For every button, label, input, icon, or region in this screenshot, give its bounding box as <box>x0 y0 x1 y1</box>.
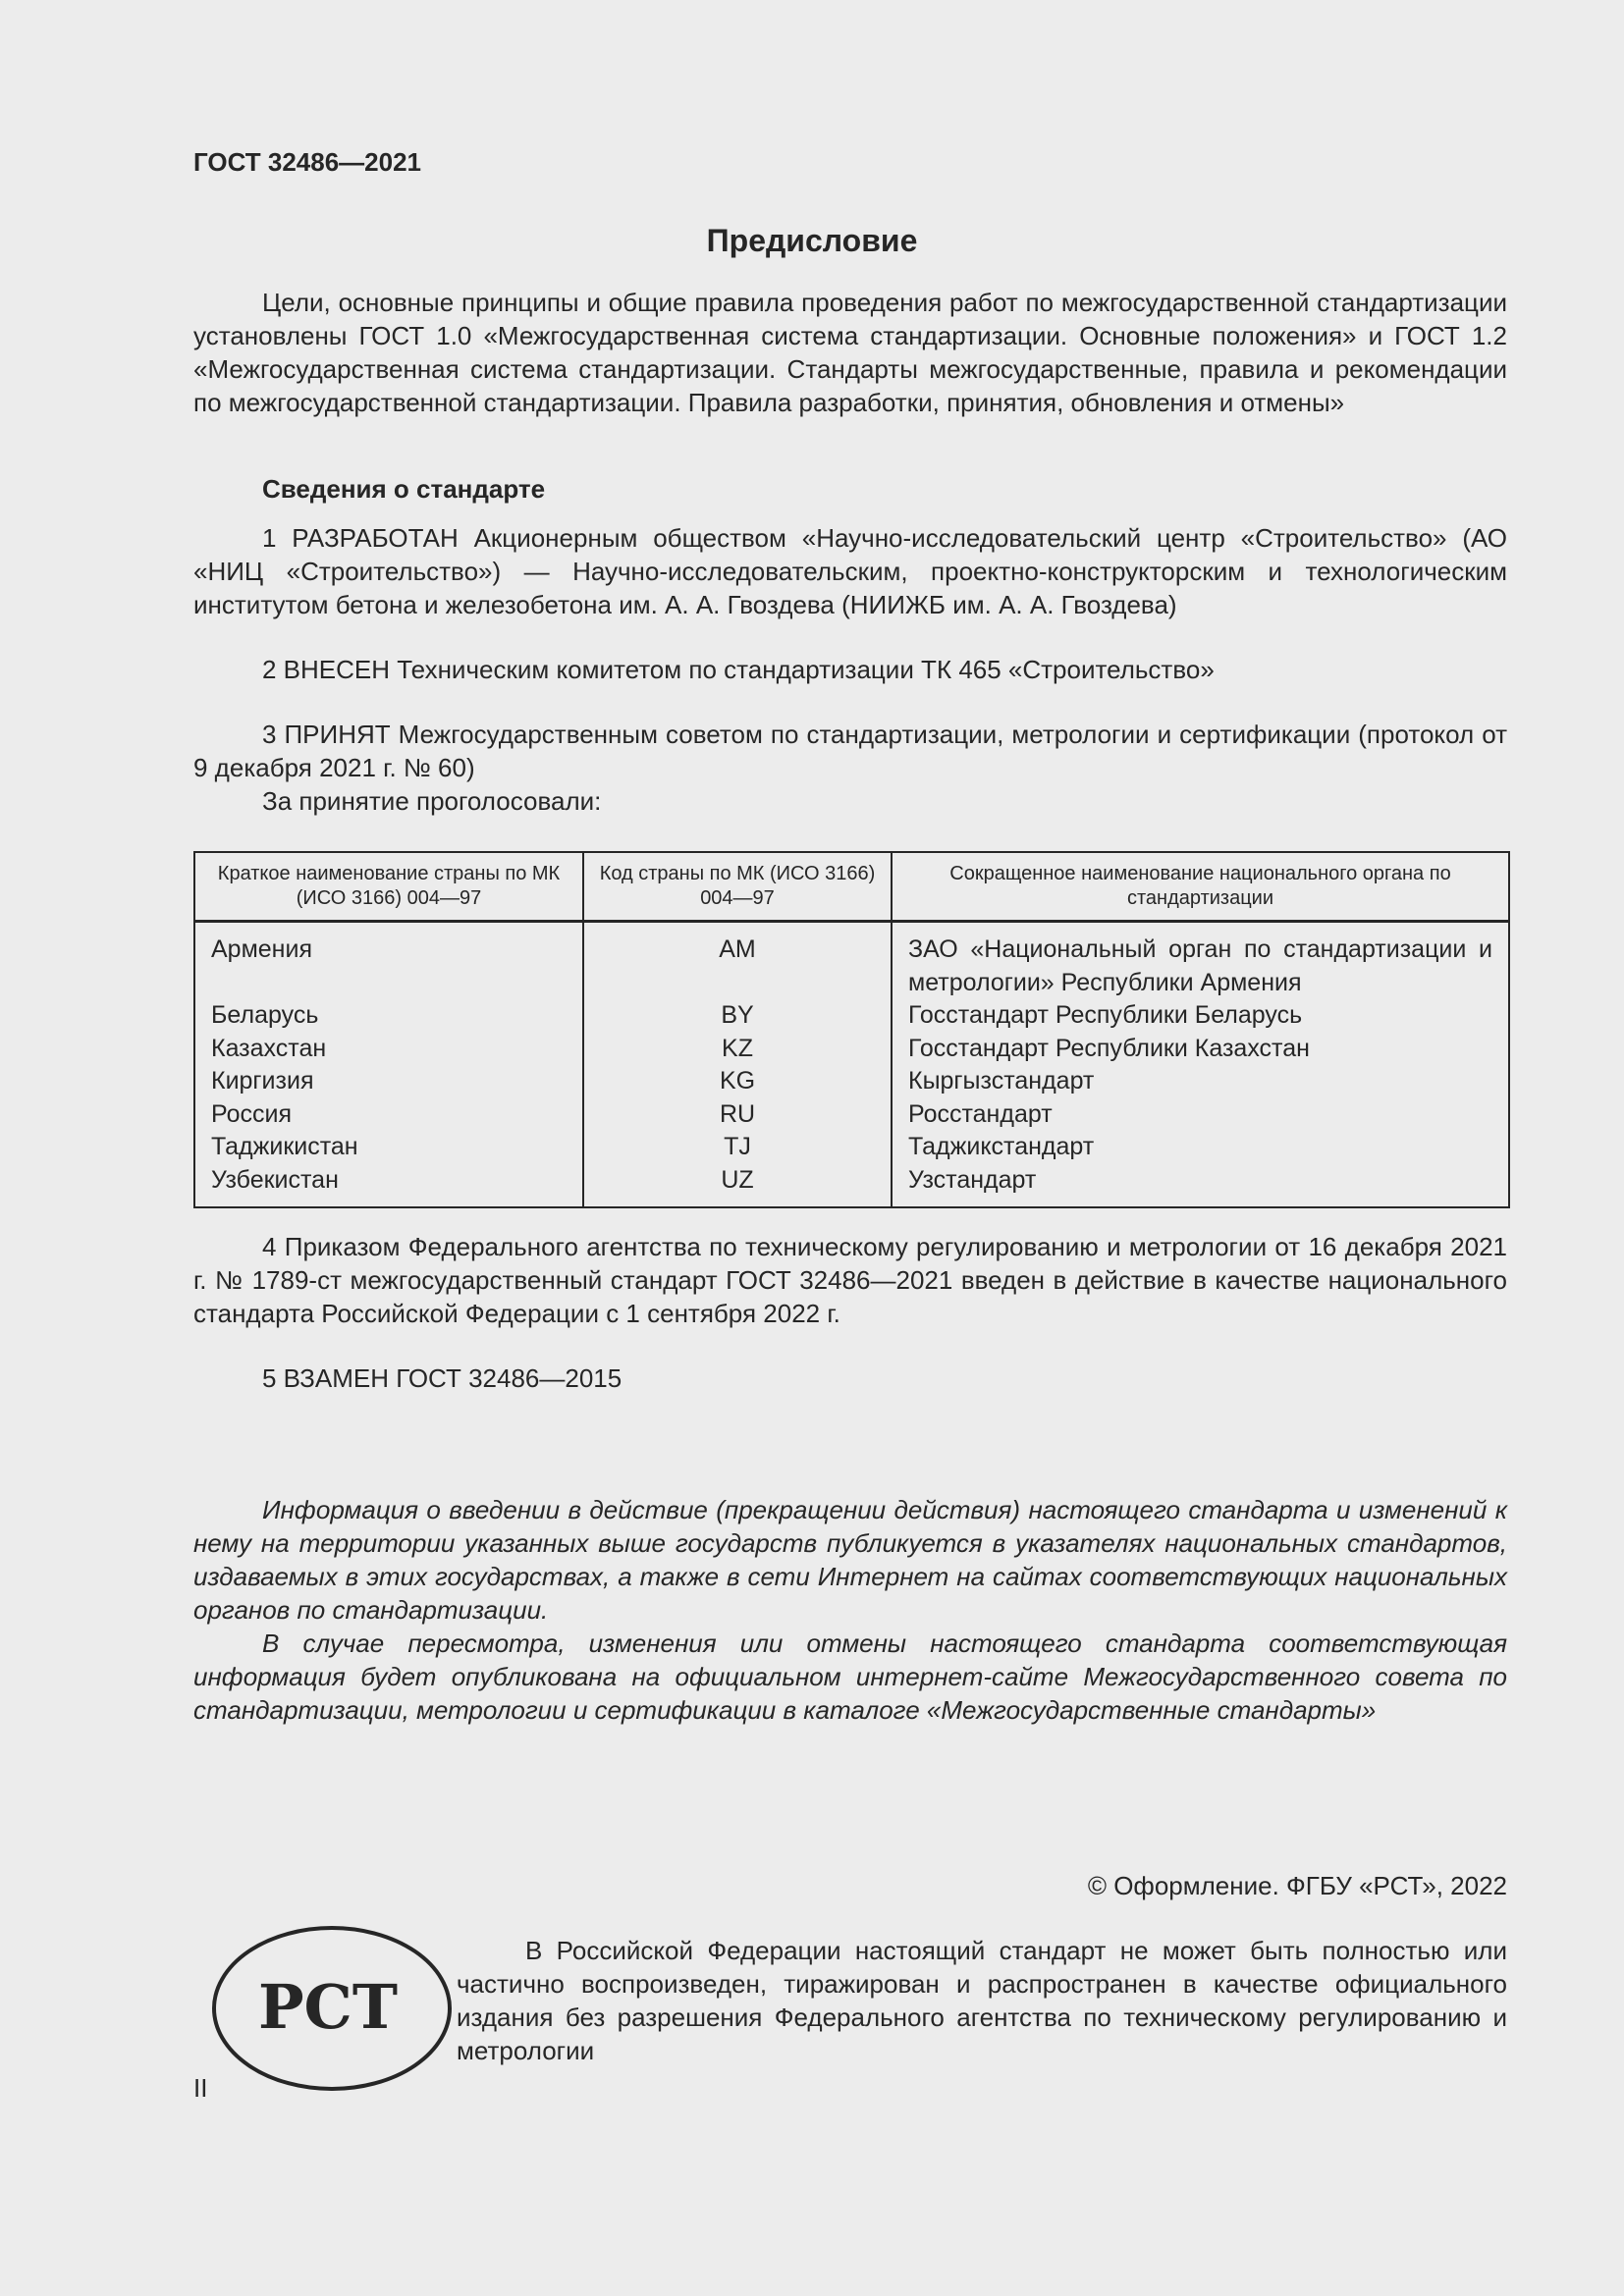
table-cell-code: BY <box>721 1001 754 1029</box>
preface-intro: Цели, основные принципы и общие правила проведения работ по межгосударственной стандартизации установлены ГОСТ 1.0 «Межгосударственная система стандартизации. Основные положения» и ГОСТ 1.2 «Межгосударственная система стандартизации. Стандарты межгосударственные, правила и рекомендации по межгосударственной стандартизации. Правила разработки, принятия, обновления и отмены» <box>193 288 1507 417</box>
table-row <box>194 1164 1509 1208</box>
table-cell-code: AM <box>719 935 756 963</box>
standard-info-item-5: 5 ВЗАМЕН ГОСТ 32486—2015 <box>262 1363 623 1393</box>
table-cell-country: Узбекистан <box>211 1165 339 1194</box>
table-cell-country: Казахстан <box>211 1034 327 1062</box>
table-row <box>194 1033 1509 1066</box>
table-row <box>194 999 1509 1033</box>
table-row <box>194 1065 1509 1098</box>
table-cell-code: KG <box>719 1067 756 1095</box>
rst-logo-icon <box>210 1924 454 2093</box>
page-number: II <box>193 2073 208 2103</box>
table-header-row <box>194 852 1509 922</box>
table-cell-agency: Росстандарт <box>908 1099 1053 1128</box>
standard-info-item-3: 3 ПРИНЯТ Межгосударственным советом по стандартизации, метрологии и сертификации (протокол от 9 декабря 2021 г. № 60) <box>193 720 1507 782</box>
standard-info-item-4: 4 Приказом Федерального агентства по техническому регулированию и метрологии от 16 декабря 2021 г. № 1789-ст межгосударственный стандарт ГОСТ 32486—2021 введен в действие в качестве национального стандарта Российской Федерации с 1 сентября 2022 г. <box>193 1232 1507 1328</box>
table-cell-code: UZ <box>721 1165 754 1194</box>
countries-table <box>193 851 1510 1208</box>
table-cell-agency: Таджикстандарт <box>908 1133 1095 1160</box>
table-cell-code: RU <box>719 1099 756 1128</box>
table-row <box>194 922 1509 1000</box>
table-header-agency: Сокращенное наименование национального органа по стандартизации <box>892 852 1509 922</box>
table-cell-country: Киргизия <box>211 1067 314 1095</box>
table-row <box>194 1098 1509 1132</box>
standard-info-item-2: 2 ВНЕСЕН Техническим комитетом по стандартизации ТК 465 «Строительство» <box>262 655 1215 684</box>
copyright-notice: © Оформление. ФГБУ «РСТ», 2022 <box>1087 1871 1507 1900</box>
preface-title: Предисловие <box>706 223 918 258</box>
table-header-country: Краткое наименование страны по МК (ИСО 3166) 004—97 <box>194 852 583 922</box>
document-code: ГОСТ 32486—2021 <box>193 147 421 177</box>
standard-info-item-1: 1 РАЗРАБОТАН Акционерным обществом «Научно-исследовательский центр «Строительство» (АО «НИЦ «Строительство») — Научно-исследовательским, проектно-конструкторским и технологическим институтом бетона и железобетона им. А. А. Гвоздева (НИИЖБ им. А. А. Гвоздева) <box>193 523 1507 619</box>
table-cell-agency: Госстандарт Республики Беларусь <box>908 1001 1303 1029</box>
table-cell-country: Таджикистан <box>211 1133 358 1160</box>
notice-introduction: Информация о введении в действие (прекращении действия) настоящего стандарта и изменений к нему на территории указанных выше государств публикуется в указателях национальных стандартов, издаваемых в этих государствах, а также в сети Интернет на сайтах соответствующих национальных органов по стандартизации. <box>193 1495 1507 1625</box>
table-cell-agency: Кыргызстандарт <box>908 1067 1095 1095</box>
rst-logo-text: РСТ <box>257 1971 399 2043</box>
table-cell-country: Армения <box>211 935 312 963</box>
standard-info-heading: Сведения о стандарте <box>262 474 546 504</box>
table-header-code: Код страны по МК (ИСО 3166) 004—97 <box>583 852 892 922</box>
voted-label: За принятие проголосовали: <box>262 786 602 816</box>
table-cell-code: KZ <box>722 1034 753 1062</box>
table-cell-country: Россия <box>211 1099 292 1128</box>
table-row <box>194 1131 1509 1164</box>
table-cell-code: TJ <box>724 1133 751 1160</box>
table-cell-country: Беларусь <box>211 1001 319 1029</box>
table-cell-agency: ЗАО «Национальный орган по стандартизации и метрологии» Республики Армения <box>908 935 1492 996</box>
notice-revision: В случае пересмотра, изменения или отмены настоящего стандарта соответствующая информация будет опубликована на официальном интернет-сайте Межгосударственного совета по стандартизации, метрологии и сертификации в каталоге «Межгосударственные стандарты» <box>193 1629 1507 1725</box>
table-cell-agency: Госстандарт Республики Казахстан <box>908 1034 1310 1062</box>
rst-logo <box>210 1924 454 2093</box>
reproduction-notice: В Российской Федерации настоящий стандарт не может быть полностью или частично воспроизведен, тиражирован и распространен в качестве официального издания без разрешения Федерального агентства по техническому регулированию и метрологии <box>457 1936 1507 2065</box>
table-cell-agency: Узстандарт <box>908 1165 1037 1194</box>
